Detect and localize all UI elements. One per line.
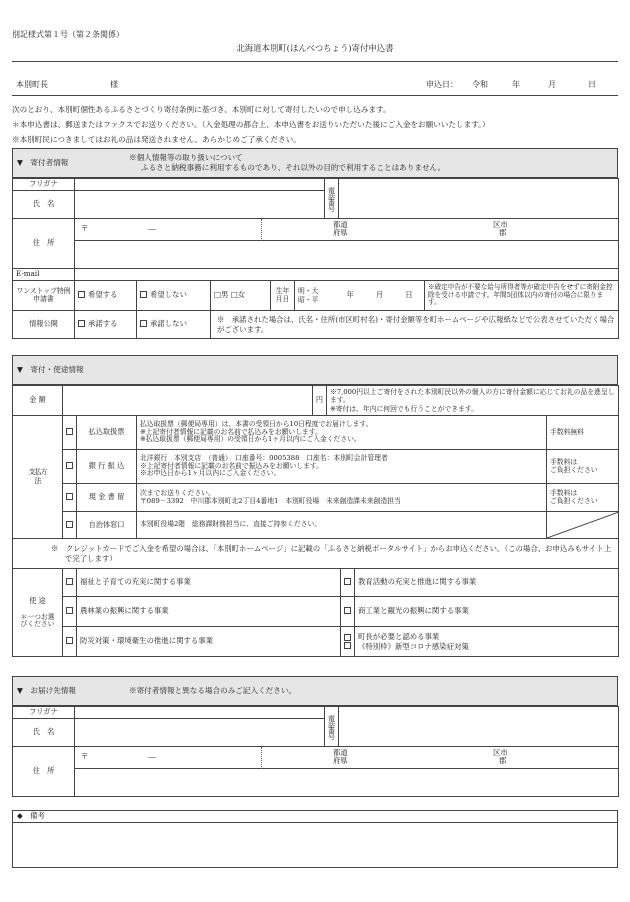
payment-method-desc: 本別町役場2階 総務課財務担当に、直接ご持参ください。 (137, 512, 547, 539)
use-option[interactable]: 商工業と観光の振興に関する事業 (355, 597, 619, 627)
delivery-address-field[interactable] (75, 747, 619, 797)
delivery-postal-dash: ― (148, 752, 156, 762)
donor-table (12, 178, 618, 339)
date-month: 月 (548, 80, 556, 89)
form-title: 北海道本別町(ほんべつちょう)寄付申込書 (236, 43, 394, 53)
checkbox[interactable] (78, 320, 85, 327)
donor-phone-field[interactable] (339, 179, 619, 219)
intro-line-2: ＊本申込書は、郵送またはファクスでお送りください。（入金処理の都合上、本申込書をお送りいただいた後にご入金をお願いいたします。） (12, 120, 490, 129)
delivery-name-label: 氏 名 (13, 719, 75, 747)
birthdate-label: 生年月日 (271, 281, 295, 311)
checkbox[interactable] (344, 642, 351, 649)
intro-line-3: ※本別町民につきましてはお礼の品は発送されません。あらかじめご了承ください。 (12, 135, 301, 144)
intro-line-1: 次のとおり、本別町個性あるふるさとづくり寄付条例に基づき、本別町に対して寄付したいので申し込みます。 (12, 105, 391, 114)
payment-method-name: 現 金 書 留 (77, 484, 137, 512)
donor-prefecture: 都道 府県 (333, 220, 348, 238)
publish-label: 情報公開 (13, 311, 75, 339)
payment-method-desc: 北洋銀行 本別支店 （普通） 口座番号：0005388 口座名：本別町会計管理者 ※上記寄付者情報に記載のお名前で振込みをお願いします。 ※お申込日から1ヶ月以内にご入金ください。 (137, 450, 547, 484)
amount-note: ※7,000円以上ご寄付をされた本別町民以外の個人の方に寄付金額に応じてお礼の品を進呈します。 ※寄付は、年内に何回でも行うことができます。 (327, 386, 619, 416)
date-label: 申込日： (426, 80, 458, 89)
gender-options[interactable] (211, 281, 271, 311)
publish-disagree-option[interactable]: 承諾しない (137, 311, 211, 339)
donor-address-label: 住 所 (13, 219, 75, 269)
delivery-phone-field[interactable] (339, 707, 619, 747)
use-option[interactable]: 教育活動の充実と推進に関する事業 (355, 569, 619, 597)
use-option[interactable]: 福祉と子育ての充実に関する事業 (77, 569, 341, 597)
delivery-phone-label: 電話番号 (327, 714, 336, 739)
donor-email-label: E-mail (13, 269, 75, 281)
checkbox[interactable] (66, 428, 73, 435)
remarks-title: ◆ 備考 (13, 811, 617, 823)
form-number: 別記様式第１号（第２条関係） (12, 30, 124, 39)
gender-male[interactable]: □男 (214, 290, 229, 300)
donor-phone-label: 電話番号 (327, 186, 336, 211)
delivery-postal-mark: 〒 (81, 752, 89, 762)
donor-furigana-label: フリガナ (13, 179, 75, 191)
publish-agree-option[interactable]: 承諾する (75, 311, 137, 339)
checkbox[interactable] (78, 291, 85, 298)
onestop-not-want-option[interactable]: 希望しない (137, 281, 211, 311)
checkbox[interactable] (344, 578, 351, 585)
use-option[interactable]: 《特別枠》新型コロナ感染症対策 (358, 641, 469, 651)
yen-unit: 円 (313, 386, 327, 416)
donor-postal-dash: ― (148, 224, 156, 234)
onestop-label: ワンストップ特例申請書 (13, 281, 75, 311)
payment-method-desc: 次までお送りください。 〒089－3392 中川郡本別町北2丁目4番地1 本別町役場 未来創造課未来創造担当 (137, 484, 547, 512)
delivery-section-header (12, 676, 618, 706)
delivery-furigana-label: フリガナ (13, 707, 75, 719)
credit-card-note: ※ クレジットカードでご入金を希望の場合は、「本別町ホームページ」に記載の「ふるさと納税ポータルサイト」からお申込ください。（この場合、お申込みもサイト上で完了します） (13, 539, 619, 569)
publish-note: ※ 承諾された場合は、氏名・住所(市区町村名)・寄付金額等を町ホームページや広報紙などで公表させていただく場合がございます。 (211, 311, 619, 339)
payment-method-fee: 手数料は ご負担ください (547, 450, 619, 484)
checkbox[interactable] (66, 637, 73, 644)
donor-postal-mark: 〒 (81, 224, 89, 234)
donor-city: 区市 郡 (493, 220, 508, 238)
use-option[interactable]: 防災対策・環境衛生の推進に関する事業 (77, 627, 341, 657)
date-year: 年 (512, 80, 520, 89)
payment-method-label: 支払方法 (13, 416, 63, 539)
checkbox[interactable] (66, 493, 73, 500)
donor-address-field[interactable] (75, 219, 619, 269)
payment-method-name: 銀 行 振 込 (77, 450, 137, 484)
delivery-furigana-field[interactable] (75, 707, 325, 719)
donor-section-title: ▼ 寄付者情報 (17, 157, 69, 167)
delivery-name-field[interactable] (75, 719, 325, 747)
delivery-table (12, 706, 618, 797)
onestop-note: ※確定申告が不要な給与所得者等が確定申告をせずに寄附金控除を受ける申請です。年間5団体以内の寄付の場合に限ります。 (425, 281, 619, 311)
checkbox[interactable] (140, 291, 147, 298)
checkbox[interactable] (66, 521, 73, 528)
payment-method-fee: 手数料は ご負担ください (547, 484, 619, 512)
privacy-note-title: ※個人情報等の取り扱いについて (129, 152, 243, 162)
addressee: 本別町長 (16, 80, 48, 89)
payment-method-fee-empty (547, 512, 619, 539)
payment-method-desc: 払込取扱票（郵便局専用）は、本書の受領日から10日程度でお届けします。 ※上記寄付者情報に記載のお名前で払込みをお願いします。 ※払込取扱票（郵便局専用）の受領日から1ヶ月以内にご入金ください。 (137, 416, 547, 450)
delivery-section-title: ▼ お届け先情報 (17, 685, 76, 695)
payment-method-fee: 手数料無料 (547, 416, 619, 450)
use-option[interactable]: 町長が必要と認める事業 (358, 631, 440, 641)
donation-section-header (12, 355, 618, 385)
gender-female[interactable]: □女 (230, 290, 246, 300)
remarks-box[interactable] (12, 810, 618, 868)
checkbox[interactable] (344, 607, 351, 614)
donor-name-label: 氏 名 (13, 191, 75, 219)
amount-label: 金 額 (13, 386, 63, 416)
donation-table (12, 385, 618, 657)
delivery-city: 区市 郡 (493, 748, 508, 766)
date-era: 令和 (472, 80, 488, 89)
checkbox[interactable] (66, 607, 73, 614)
delivery-note: ※寄付者情報と異なる場合のみご記入ください。 (129, 685, 297, 695)
delivery-prefecture: 都道 府県 (333, 748, 348, 766)
amount-field[interactable] (63, 386, 313, 416)
birthdate-field[interactable]: 明・大 昭・平 年 月 日 (295, 281, 425, 311)
use-option-group[interactable] (355, 627, 619, 657)
addressee-honorific: 様 (110, 80, 118, 89)
checkbox[interactable] (66, 462, 73, 469)
checkbox[interactable] (140, 320, 147, 327)
payment-method-name: 払込取扱票 (77, 416, 137, 450)
donation-section-title: ▼ 寄付・使途情報 (17, 364, 84, 374)
date-day: 日 (588, 80, 596, 89)
checkbox[interactable] (344, 634, 351, 641)
donor-email-field[interactable] (75, 269, 619, 281)
payment-method-name: 自治体窓口 (77, 512, 137, 539)
use-option[interactable]: 農林業の振興に関する事業 (77, 597, 341, 627)
privacy-note-body: ふるさと納税事務に利用するものであり、それ以外の目的で利用することはありません。 (141, 163, 446, 172)
onestop-want-option[interactable]: 希望する (75, 281, 137, 311)
donor-section-header (12, 148, 618, 178)
donor-furigana-field[interactable] (75, 179, 325, 191)
delivery-address-label: 住 所 (13, 747, 75, 797)
use-label: 使 途 ＊一つお選びください (13, 569, 63, 657)
checkbox[interactable] (66, 578, 73, 585)
donor-name-field[interactable] (75, 191, 325, 219)
